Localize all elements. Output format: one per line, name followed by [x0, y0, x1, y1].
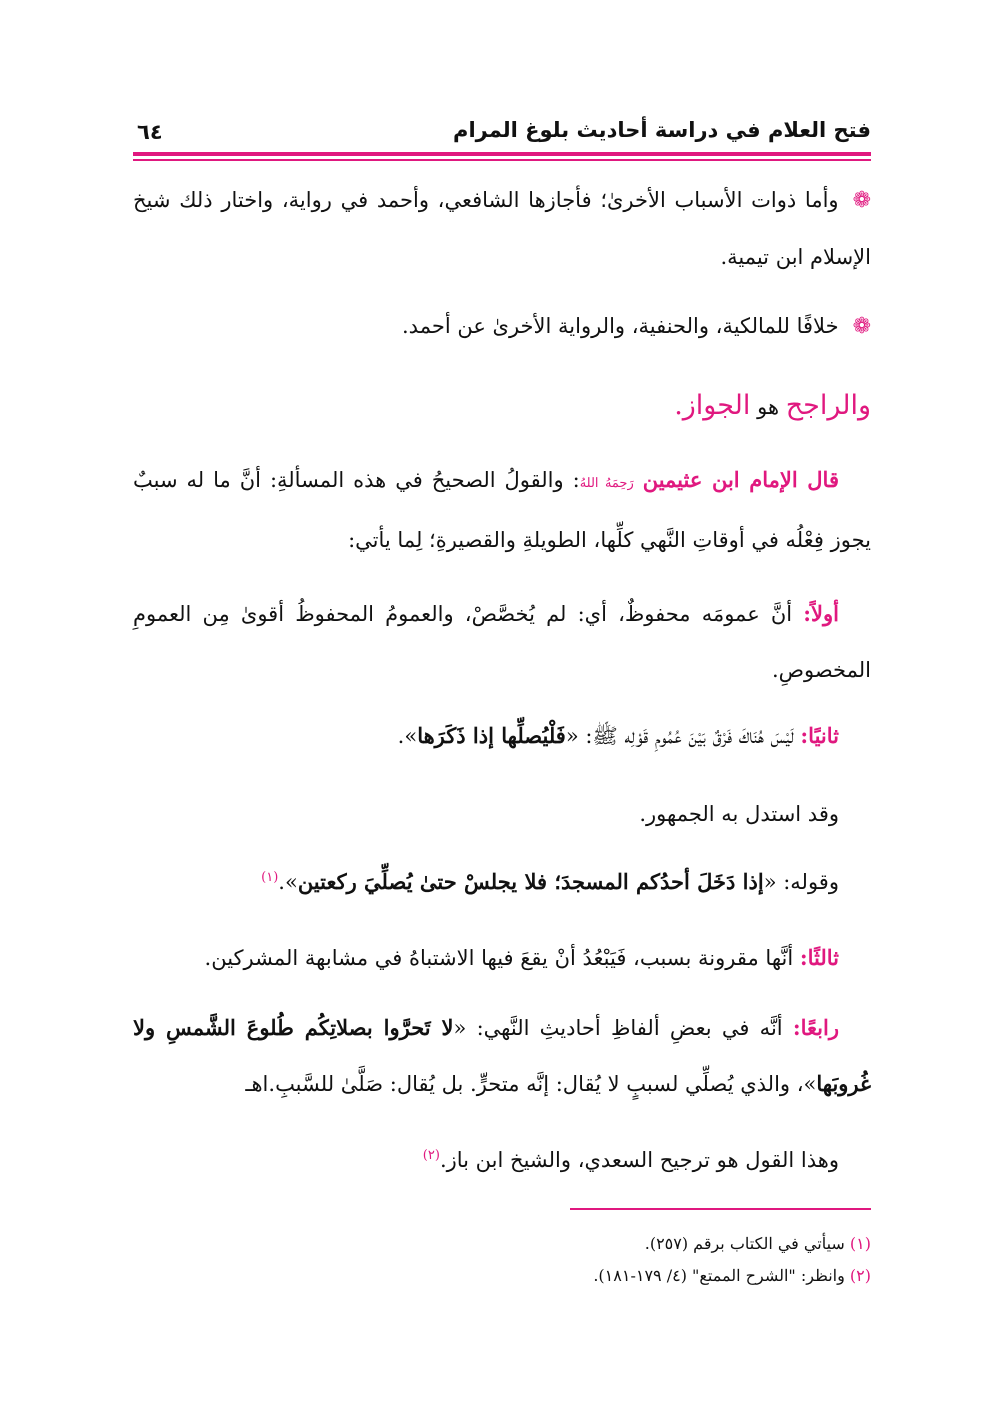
qawluh-line [133, 854, 871, 910]
bullet-text: خلافًا للمالكية، والحنفية، والرواية الأخرىٰ عن أحمد. [402, 314, 839, 338]
preferred-opinion [133, 378, 871, 435]
point-third [133, 930, 871, 986]
point-end: »، والذي يُصلِّي لسببٍ لا يُقال: إنَّه متحرٍّ. بل يُقال: صَلَّىٰ للسَّببِ.اهـ [245, 1072, 817, 1096]
footnote-number: (١) [849, 1234, 871, 1253]
final-line [133, 1132, 871, 1188]
page-number: ٦٤ [137, 120, 163, 144]
footnote-1 [133, 1230, 871, 1258]
qawluh-prefix: وقوله: « [763, 870, 839, 894]
point-first [133, 586, 871, 698]
point-label: رابعًا: [792, 1015, 839, 1040]
point-text: أنَّ عمومَه محفوظٌ، أي: لم يُخصَّصْ، والعمومُ المحفوظُ أقوىٰ مِن العمومِ المخصوصِ. [133, 602, 871, 682]
jumhur-line [133, 786, 871, 842]
hadith-text: إذا دَخَلَ أحدُكم المسجدَ؛ فلا يجلسْ حتىٰ يُصلِّيَ ركعتين [297, 869, 764, 894]
footnote-2 [133, 1262, 871, 1290]
footnote-separator [570, 1208, 871, 1210]
point-text: أنَّها مقرونة بسبب، فَيَبْعُدُ أنْ يقعَ فيها الاشتباهُ في مشابهة المشركين. [204, 946, 800, 970]
quote-text: : والقولُ الصحيحُ في هذه المسألةِ: أنَّ ما له سببٌ يجوز فِعْلُه في أوقاتِ النَّهي كلِّها، الطويلةِ والقصيرةِ؛ لِما يأتي: [133, 468, 871, 552]
point-text: أنَّه في بعضِ ألفاظِ أحاديثِ النَّهي: « [453, 1016, 793, 1040]
jumhur-text: وقد استدل به الجمهور. [639, 802, 839, 826]
header-rule-thin [133, 159, 871, 161]
footnote-number: (٢) [849, 1266, 871, 1285]
bullet-text: وأما ذوات الأسباب الأخرىٰ؛ فأجازها الشافعي، وأحمد في رواية، واختار ذلك شيخ الإسلام ابن تيمية. [133, 188, 871, 269]
quote-speaker: قال الإمام ابن عثيمين [642, 467, 839, 492]
final-text: وهذا القول هو ترجيح السعدي، والشيخ ابن باز. [439, 1148, 839, 1172]
flower-icon: ❁ [852, 188, 871, 213]
point-end: ». [397, 724, 418, 748]
quote-paragraph [133, 452, 871, 568]
point-label: ثالثًا: [799, 945, 839, 970]
point-text: لَيْسَ هُنَاكَ فَرْقٌ بَيْنَ عُمُومِ قَوْلِه ﷺ: « [565, 724, 801, 748]
book-title: فتح العلام في دراسة أحاديث بلوغ المرام [453, 118, 871, 142]
qawluh-end: ». [278, 870, 298, 894]
honorific-glyph: رَحِمَهُ اللهُ [579, 476, 634, 491]
point-label: أولاً: [803, 601, 839, 626]
footnote-ref-1[interactable]: (١) [261, 870, 279, 885]
header-rule-thick [133, 152, 871, 156]
point-label: ثانيًا: [800, 723, 839, 748]
footnote-ref-2[interactable]: (٢) [422, 1148, 440, 1163]
flower-icon: ❁ [852, 314, 871, 339]
hadith-text: فَلْيُصلِّها إذا ذَكَرَها [417, 723, 566, 748]
preferred-middle: هو [750, 395, 786, 419]
bullet-paragraph-2 [133, 298, 871, 355]
point-second [133, 708, 871, 764]
bullet-paragraph-1 [133, 172, 871, 285]
preferred-label: والراجح [785, 390, 871, 421]
preferred-value: الجواز. [674, 390, 751, 421]
hadith-text: لا تَحرَّوا بصلاتِكُم طُلوعَ الشَّمسِ ولا غُروبَها [133, 1015, 871, 1096]
footnote-text: سيأتي في الكتاب برقم (٢٥٧). [644, 1234, 850, 1253]
point-fourth [133, 1000, 871, 1112]
page-header [133, 110, 871, 156]
footnote-text: وانظر: "الشرح الممتع" (٤/ ١٧٩-١٨١). [593, 1266, 850, 1285]
